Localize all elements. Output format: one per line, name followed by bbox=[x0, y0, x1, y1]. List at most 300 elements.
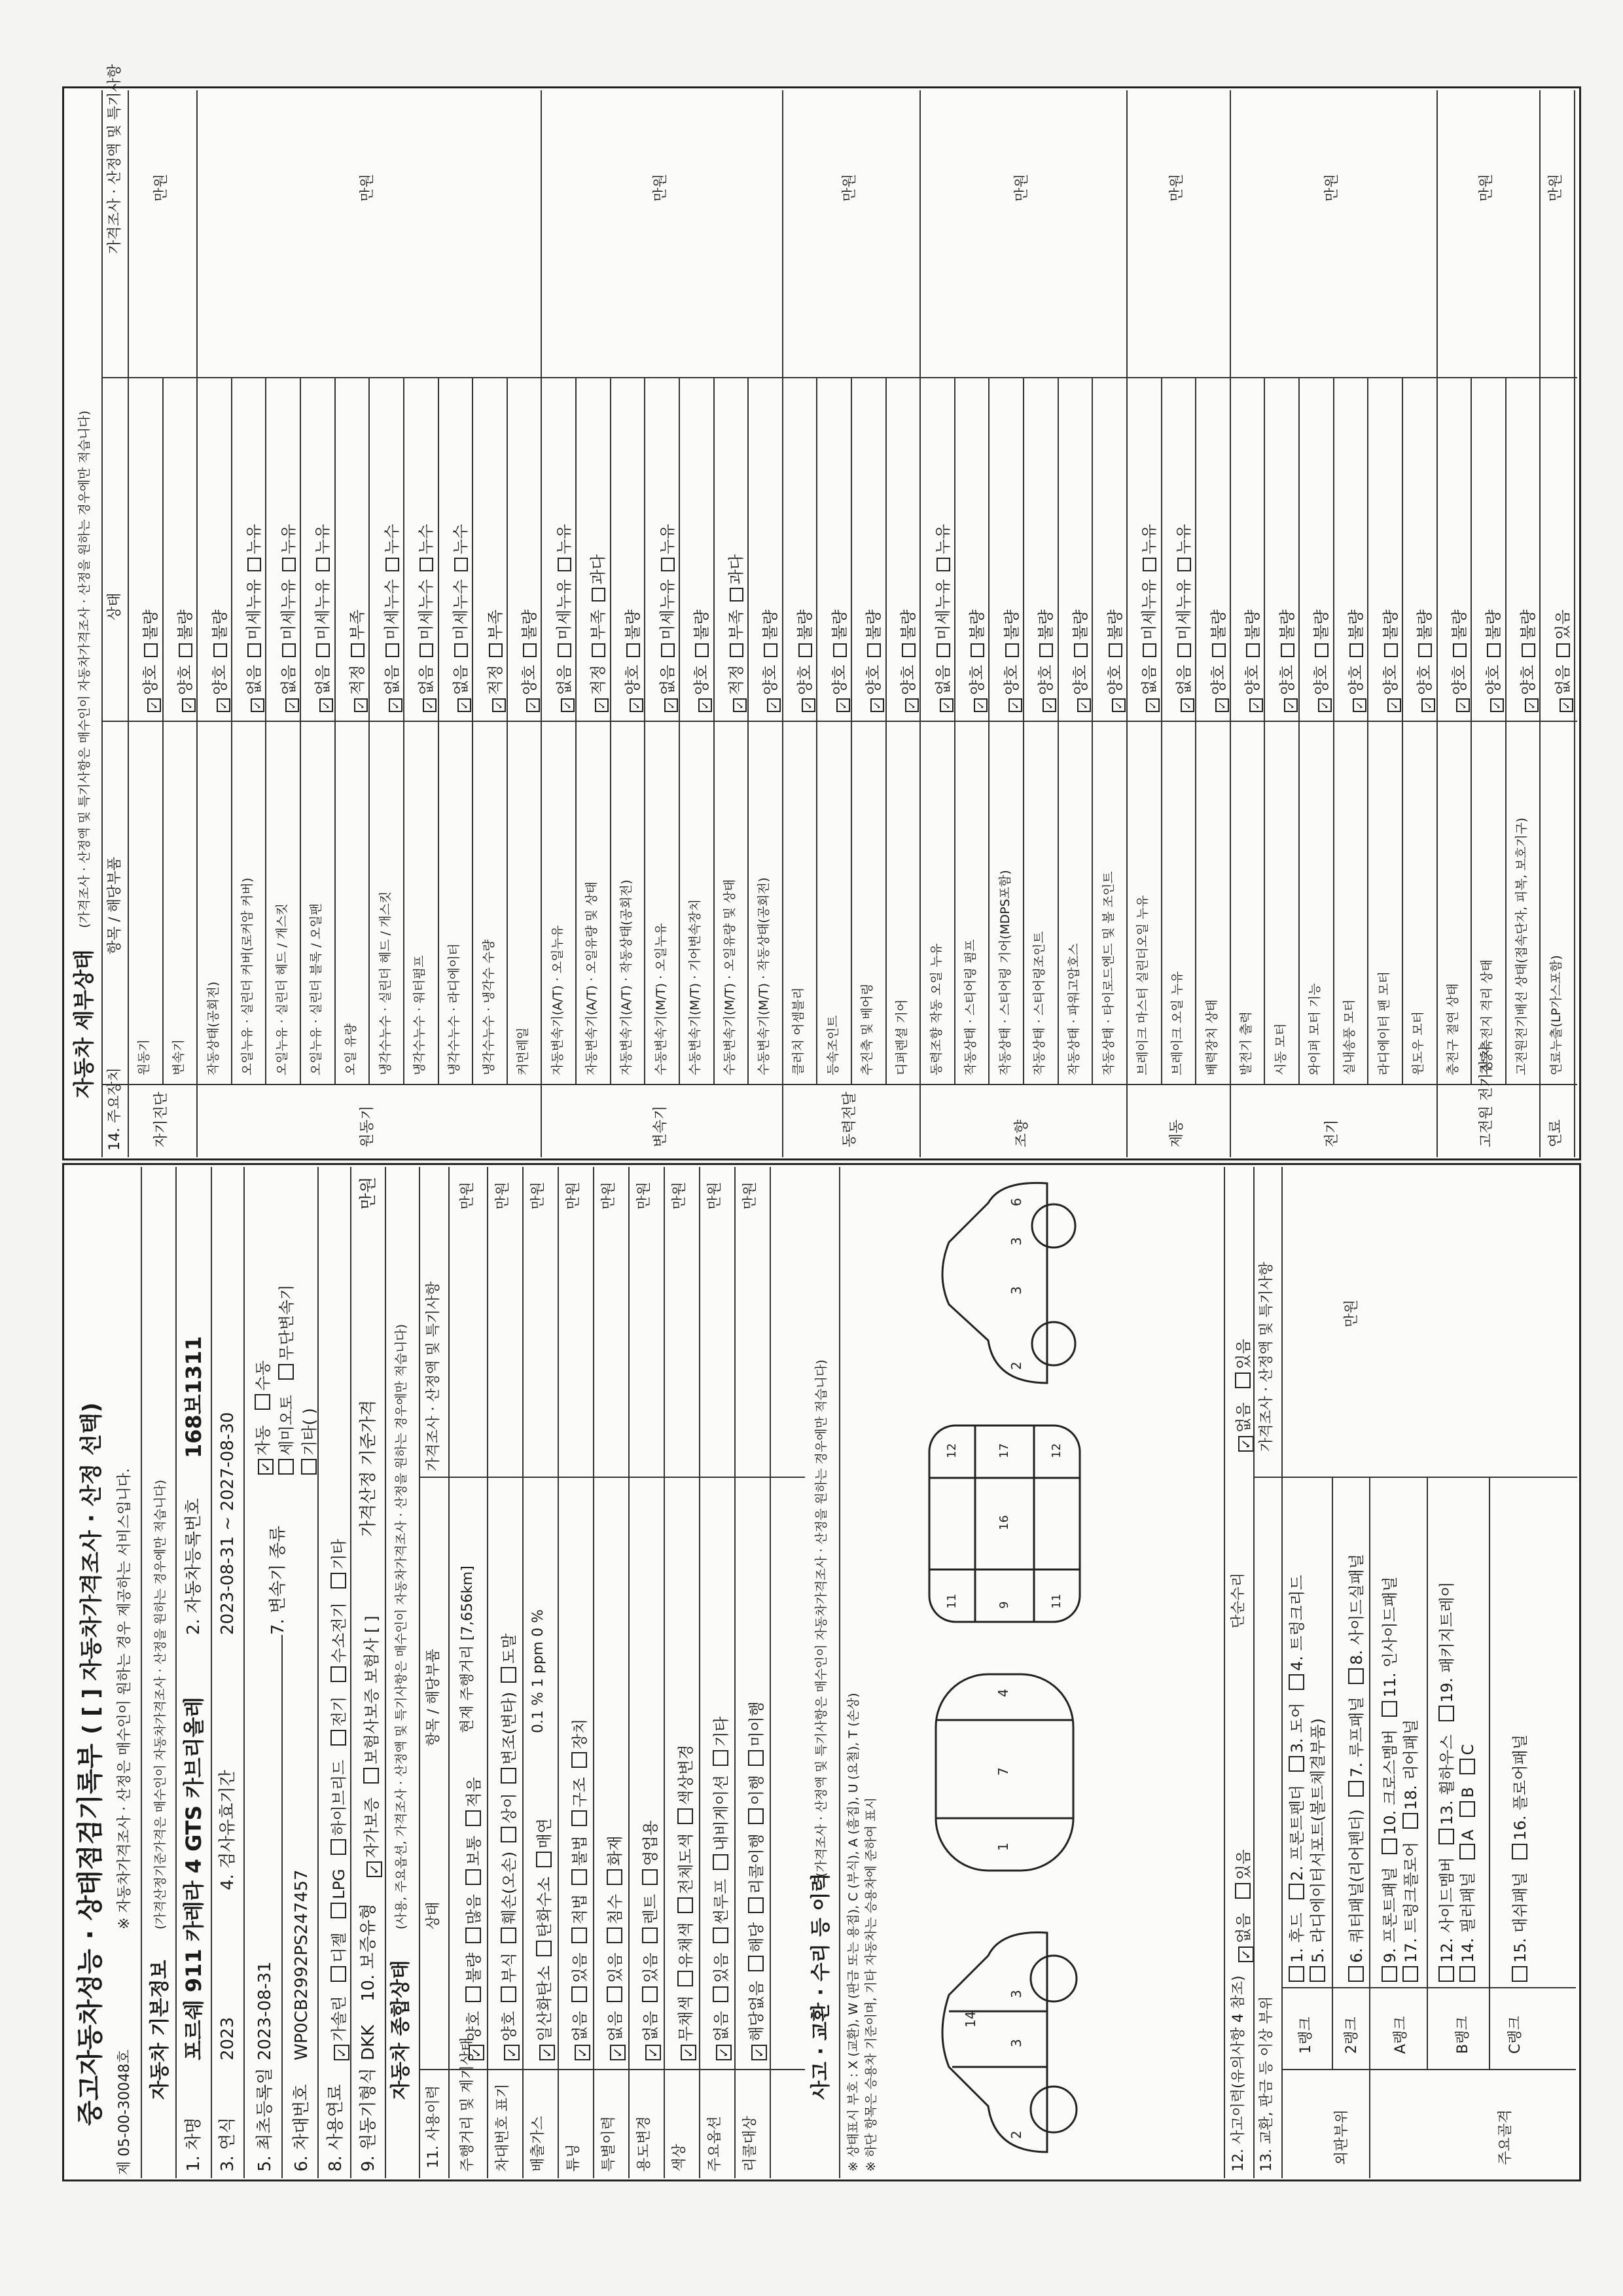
checkbox[interactable] bbox=[465, 1986, 481, 2002]
checkbox[interactable] bbox=[1318, 698, 1332, 712]
detail-state-options[interactable] bbox=[448, 524, 471, 713]
option-label: 불량 bbox=[761, 609, 780, 640]
overall-row-options[interactable] bbox=[637, 1820, 661, 2060]
checkbox[interactable] bbox=[316, 558, 330, 571]
detail-state-options[interactable] bbox=[1102, 609, 1126, 712]
option-label: 누유 bbox=[554, 524, 573, 554]
checkbox[interactable] bbox=[282, 558, 296, 571]
option-label: 부식 bbox=[500, 1952, 518, 1983]
option-label: 없음 bbox=[451, 664, 470, 695]
checkbox[interactable] bbox=[592, 643, 605, 657]
checkbox[interactable] bbox=[465, 1869, 481, 1885]
overall-row-unit: 만원 bbox=[495, 1181, 511, 1210]
checkbox[interactable] bbox=[1177, 643, 1191, 657]
detail-state-options[interactable] bbox=[1308, 609, 1332, 712]
checkbox[interactable] bbox=[681, 2045, 696, 2060]
detail-group-unit: 만원 bbox=[1478, 173, 1495, 202]
checkbox[interactable] bbox=[1074, 643, 1088, 657]
gear-label: 7. 변속기 종류 bbox=[268, 1526, 288, 1635]
checkbox[interactable] bbox=[501, 1768, 516, 1784]
checkbox[interactable] bbox=[971, 643, 984, 657]
checkbox[interactable] bbox=[1008, 698, 1022, 712]
checkbox[interactable] bbox=[385, 643, 399, 657]
detail-state-options[interactable] bbox=[1550, 609, 1573, 712]
option-label: 없음 bbox=[554, 664, 573, 695]
checkbox[interactable] bbox=[798, 643, 812, 657]
detail-state-options[interactable] bbox=[999, 609, 1022, 712]
detail-state-options[interactable] bbox=[344, 609, 368, 712]
checkbox[interactable] bbox=[751, 2045, 767, 2060]
detail-state-options[interactable] bbox=[1171, 524, 1194, 713]
checkbox[interactable] bbox=[867, 643, 881, 657]
option-label: 양호 bbox=[520, 664, 539, 695]
option-label: 없음 bbox=[933, 664, 952, 695]
detail-state-options[interactable] bbox=[207, 609, 230, 712]
checkbox[interactable] bbox=[713, 1854, 728, 1870]
checkbox[interactable] bbox=[285, 698, 299, 712]
checkbox[interactable] bbox=[661, 643, 675, 657]
checkbox[interactable] bbox=[1453, 643, 1467, 657]
warranty-options[interactable]: ✓자가보증 보험사보증 보험사 [ ] bbox=[359, 1616, 382, 1877]
row-divider bbox=[954, 378, 955, 1085]
detail-item: 오일누유 · 실린더 커버(로커암 커버) bbox=[240, 878, 255, 1075]
checkbox[interactable] bbox=[1560, 698, 1573, 712]
checkbox[interactable] bbox=[351, 643, 365, 657]
option-label: 없음 bbox=[245, 664, 264, 695]
checkbox[interactable] bbox=[677, 1808, 693, 1824]
overall-row-options[interactable] bbox=[531, 1818, 555, 2060]
checkbox[interactable] bbox=[179, 643, 192, 657]
checkbox[interactable] bbox=[642, 1869, 658, 1885]
checkbox[interactable] bbox=[802, 698, 815, 712]
detail-state-options[interactable] bbox=[137, 609, 161, 712]
checkbox[interactable] bbox=[1487, 643, 1501, 657]
option-label: 양호 bbox=[899, 664, 918, 695]
detail-state-options[interactable] bbox=[620, 609, 643, 712]
option-label: 불량 bbox=[1519, 609, 1538, 640]
checkbox[interactable] bbox=[748, 1897, 764, 1913]
svg-text:3: 3 bbox=[1008, 1237, 1024, 1246]
checkbox[interactable] bbox=[607, 1928, 622, 1943]
checkbox[interactable] bbox=[1421, 698, 1435, 712]
option-label: 상이 bbox=[500, 1793, 518, 1823]
checkbox[interactable] bbox=[1215, 698, 1229, 712]
checkbox[interactable] bbox=[419, 558, 433, 571]
row-divider bbox=[664, 1167, 665, 2178]
detail-item: 실내송풍 모터 bbox=[1342, 999, 1357, 1075]
checkbox[interactable] bbox=[1143, 558, 1156, 571]
option-label: 있음 bbox=[641, 1952, 660, 1983]
row-divider bbox=[644, 378, 645, 1085]
option-label: 불량 bbox=[865, 609, 883, 640]
checkbox[interactable] bbox=[182, 698, 196, 712]
detail-group-name: 제동 bbox=[1168, 1119, 1185, 1147]
checkbox[interactable] bbox=[833, 643, 847, 657]
svg-text:3: 3 bbox=[1008, 1990, 1024, 1998]
checkbox[interactable] bbox=[642, 1986, 658, 2002]
row-divider bbox=[679, 378, 680, 1085]
accident-section-title: 사고 · 교환 · 수리 등 이력 bbox=[810, 1873, 832, 2100]
checkbox[interactable] bbox=[1043, 698, 1056, 712]
option-label: 양호 bbox=[796, 664, 815, 695]
detail-state-options[interactable] bbox=[688, 609, 712, 712]
legend-symbols: ※ 상태표시 부호 : X (교환), W (판금 또는 용접), C (부식), A (흠집), U (요철), T (손상) bbox=[846, 1693, 861, 2172]
checkbox[interactable] bbox=[501, 1986, 516, 2002]
checkbox[interactable] bbox=[571, 1752, 587, 1768]
checkbox[interactable] bbox=[1249, 698, 1263, 712]
checkbox[interactable] bbox=[630, 698, 643, 712]
detail-item: 커먼레일 bbox=[516, 1027, 531, 1075]
checkbox[interactable] bbox=[713, 1928, 728, 1943]
detail-group-name: 연료 bbox=[1547, 1119, 1564, 1147]
detail-item: 작동상태 · 스티어링 기어(MDPS포함) bbox=[997, 870, 1012, 1075]
checkbox[interactable] bbox=[457, 698, 471, 712]
overall-row-options[interactable] bbox=[602, 1836, 626, 2061]
option-label: 불량 bbox=[210, 609, 229, 640]
detail-state-options[interactable] bbox=[1136, 524, 1160, 713]
row-divider bbox=[734, 1167, 736, 2178]
checkbox[interactable] bbox=[575, 2045, 590, 2060]
checkbox[interactable] bbox=[626, 643, 640, 657]
detail-state-options[interactable] bbox=[827, 609, 850, 712]
detail-state-options[interactable] bbox=[585, 554, 609, 712]
overall-row-unit: 만원 bbox=[636, 1181, 652, 1210]
checkbox[interactable] bbox=[645, 2045, 661, 2060]
detail-state-options[interactable] bbox=[1033, 609, 1056, 712]
checkbox[interactable] bbox=[213, 643, 227, 657]
checkbox[interactable] bbox=[389, 698, 402, 712]
checkbox[interactable] bbox=[713, 1986, 728, 2002]
checkbox[interactable] bbox=[1349, 643, 1363, 657]
checkbox[interactable] bbox=[526, 698, 540, 712]
option-label: 없음 bbox=[417, 664, 436, 695]
overall-row-options[interactable] bbox=[708, 1716, 732, 2060]
detail-state-options[interactable] bbox=[1343, 609, 1366, 712]
overall-row-options[interactable] bbox=[496, 1634, 520, 2060]
detail-state-options[interactable] bbox=[930, 524, 954, 713]
detail-state-options[interactable] bbox=[1240, 609, 1263, 712]
b-rank-options[interactable]: 12. 사이드멤버 13. 휠하우스 19. 패키지트레이 14. 필러패널 A B C bbox=[1436, 1582, 1478, 1982]
checkbox[interactable] bbox=[1212, 643, 1226, 657]
checkbox[interactable] bbox=[664, 698, 678, 712]
checkbox[interactable] bbox=[748, 1750, 764, 1766]
svg-text:11: 11 bbox=[945, 1594, 959, 1609]
detail-state-options[interactable] bbox=[241, 524, 264, 713]
detail-state-options[interactable] bbox=[757, 609, 781, 712]
c-rank-options[interactable]: 15. 대쉬패널 16. 플로어패널 bbox=[1507, 1734, 1530, 1982]
gear-options[interactable]: ✓자동 수동 세미오토 무단변속기 기타( ) bbox=[250, 1285, 319, 1475]
option-label: 해당없음 bbox=[747, 1981, 766, 2041]
checkbox[interactable] bbox=[870, 698, 884, 712]
option-label: 불량 bbox=[1277, 609, 1296, 640]
option-label: 양호 bbox=[623, 664, 642, 695]
detail-state-options[interactable] bbox=[516, 609, 540, 712]
detail-state-options[interactable] bbox=[310, 524, 333, 713]
detail-item: 작동상태 · 파워고압호스 bbox=[1067, 943, 1082, 1075]
checkbox[interactable] bbox=[558, 643, 571, 657]
option-label: 미세누유 bbox=[313, 579, 332, 640]
detail-col-price: 가격조사 · 산정액 및 특기사항 bbox=[107, 64, 123, 254]
row-divider bbox=[782, 90, 783, 1157]
detail-state-options[interactable] bbox=[792, 609, 815, 712]
row-divider bbox=[575, 378, 577, 1085]
checkbox[interactable] bbox=[607, 1869, 622, 1885]
checkbox[interactable] bbox=[1109, 643, 1122, 657]
checkbox[interactable] bbox=[1490, 698, 1504, 712]
checkbox[interactable] bbox=[1077, 698, 1091, 712]
checkbox[interactable] bbox=[571, 1928, 587, 1943]
checkbox[interactable] bbox=[354, 698, 368, 712]
checkbox[interactable] bbox=[247, 643, 261, 657]
overall-row-detail: 현재 주행거리 [7,656km] bbox=[459, 1566, 476, 1733]
row-divider bbox=[558, 1167, 559, 2178]
option-label: 불량 bbox=[692, 609, 711, 640]
checkbox[interactable] bbox=[1005, 643, 1019, 657]
checkbox[interactable] bbox=[465, 1811, 481, 1827]
detail-state-options[interactable] bbox=[1446, 609, 1470, 712]
checkbox[interactable] bbox=[501, 1667, 516, 1683]
row-divider bbox=[162, 378, 164, 1085]
checkbox[interactable] bbox=[836, 698, 850, 712]
detail-item: 등속조인트 bbox=[825, 1015, 840, 1075]
checkbox[interactable] bbox=[595, 698, 609, 712]
detail-item: 원동기 bbox=[137, 1039, 152, 1075]
option-label: 불량 bbox=[1416, 609, 1435, 640]
checkbox[interactable] bbox=[936, 643, 950, 657]
detail-item: 디퍼렌셜 기어 bbox=[894, 999, 909, 1075]
checkbox[interactable] bbox=[748, 1956, 764, 1971]
row-divider bbox=[541, 90, 542, 1157]
row-divider bbox=[368, 378, 370, 1085]
checkbox[interactable] bbox=[536, 1941, 552, 1956]
detail-item: 냉각수누수 · 워터펌프 bbox=[412, 955, 427, 1075]
option-label: 양호 bbox=[1450, 664, 1469, 695]
option-label: 화재 bbox=[606, 1835, 624, 1866]
detail-state-options[interactable] bbox=[379, 524, 402, 713]
rank1-options[interactable]: 1. 후드 2. 프론트펜더 3. 도어 4. 트렁크리드 5. 라디에이터서포트(볼트체결부품) bbox=[1287, 1575, 1329, 1982]
checkbox[interactable] bbox=[592, 588, 605, 601]
checkbox[interactable] bbox=[571, 1811, 587, 1827]
row-divider bbox=[816, 378, 817, 1085]
fuel-options[interactable]: ✓가솔린 디젤 LPG 하이브리드 전기 수소전기 기타 bbox=[326, 1539, 349, 2060]
checkbox[interactable] bbox=[764, 643, 777, 657]
detail-item: 작동상태 · 스티어링 펌프 bbox=[963, 939, 978, 1075]
svg-text:9: 9 bbox=[997, 1601, 1011, 1609]
option-label: 양호 bbox=[1484, 664, 1503, 695]
detail-state-options[interactable] bbox=[1274, 609, 1298, 712]
option-label: 불량 bbox=[1037, 609, 1056, 640]
option-label: 양호 bbox=[175, 664, 194, 695]
checkbox[interactable] bbox=[1384, 643, 1398, 657]
checkbox[interactable] bbox=[316, 643, 330, 657]
detail-state-options[interactable] bbox=[482, 609, 506, 712]
overall-row-label: 리콜대상 bbox=[742, 2115, 758, 2172]
overall-row-unit: 만원 bbox=[601, 1181, 617, 1210]
checkbox[interactable] bbox=[677, 1897, 693, 1913]
detail-group-name: 변속기 bbox=[652, 1105, 669, 1147]
detail-state-options[interactable] bbox=[1205, 609, 1229, 712]
option-label: 미세누유 bbox=[1140, 579, 1159, 640]
checkbox[interactable] bbox=[698, 698, 712, 712]
detail-state-options[interactable] bbox=[1515, 609, 1539, 712]
checkbox[interactable] bbox=[469, 2045, 484, 2060]
checkbox[interactable] bbox=[1387, 698, 1401, 712]
checkbox[interactable] bbox=[661, 558, 675, 571]
checkbox[interactable] bbox=[1418, 643, 1432, 657]
checkbox[interactable] bbox=[610, 2045, 626, 2060]
detail-state-options[interactable] bbox=[1067, 609, 1091, 712]
checkbox[interactable] bbox=[282, 643, 296, 657]
option-label: 과다 bbox=[726, 554, 745, 585]
checkbox[interactable] bbox=[713, 1750, 728, 1766]
a-rank-label: A랭크 bbox=[1393, 2016, 1409, 2054]
checkbox[interactable] bbox=[1522, 643, 1535, 657]
checkbox[interactable] bbox=[607, 1986, 622, 2002]
checkbox[interactable] bbox=[454, 558, 468, 571]
checkbox[interactable] bbox=[558, 558, 571, 571]
checkbox[interactable] bbox=[1181, 698, 1194, 712]
checkbox[interactable] bbox=[748, 1808, 764, 1824]
detail-state-options[interactable] bbox=[172, 609, 196, 712]
option-label: 적정 bbox=[348, 664, 367, 695]
checkbox[interactable] bbox=[1284, 698, 1298, 712]
checkbox[interactable] bbox=[677, 1971, 693, 1986]
svg-text:12: 12 bbox=[1050, 1443, 1063, 1458]
checkbox[interactable] bbox=[536, 1852, 552, 1867]
year: 2023 bbox=[218, 2017, 238, 2060]
checkbox[interactable] bbox=[1353, 698, 1366, 712]
checkbox[interactable] bbox=[523, 643, 537, 657]
detail-item: 자동변속기(A/T) · 오일유량 및 상태 bbox=[584, 881, 599, 1075]
checkbox[interactable] bbox=[539, 2045, 555, 2060]
detail-state-options[interactable] bbox=[276, 524, 299, 713]
checkbox[interactable] bbox=[247, 558, 261, 571]
checkbox[interactable] bbox=[1525, 698, 1539, 712]
detail-item: 수동변속기(M/T) · 작동상태(공회전) bbox=[757, 877, 772, 1075]
checkbox[interactable] bbox=[642, 1928, 658, 1943]
detail-item: 냉각수누수 · 냉각수 수량 bbox=[481, 939, 496, 1075]
overall-row-label: 특별이력 bbox=[601, 2115, 617, 2172]
checkbox[interactable] bbox=[940, 698, 954, 712]
overall-row-options[interactable] bbox=[461, 1777, 484, 2060]
checkbox[interactable] bbox=[144, 643, 158, 657]
option-label: 양호 bbox=[865, 664, 883, 695]
a-rank-options[interactable]: 9. 프론트패널 10. 크로스멤버 11. 인사이드패널 17. 트렁크플로어 18. 리어패널 bbox=[1380, 1577, 1421, 1982]
detail-state-options[interactable] bbox=[413, 524, 437, 713]
checkbox[interactable] bbox=[492, 698, 506, 712]
checkbox[interactable] bbox=[501, 1827, 516, 1842]
checkbox[interactable] bbox=[454, 643, 468, 657]
checkbox[interactable] bbox=[1556, 643, 1570, 657]
overall-col-history: 11. 사용이력 bbox=[425, 2085, 442, 2168]
option-label: 있음 bbox=[571, 1952, 589, 1983]
row-divider bbox=[1333, 378, 1334, 1085]
detail-item: 자동변속기(A/T) · 오일누유 bbox=[550, 925, 565, 1075]
detail-section-note: (가격조사 · 산정액 및 특기사항은 매수인이 자동차가격조사 · 산정을 원하는 경우에만 적습니다) bbox=[77, 410, 92, 928]
detail-state-options[interactable] bbox=[551, 524, 575, 713]
row-divider bbox=[988, 378, 990, 1085]
detail-item: 연료누출(LP가스포함) bbox=[1548, 955, 1563, 1075]
option-label: 없음 bbox=[1174, 664, 1193, 695]
checkbox[interactable] bbox=[504, 2045, 520, 2060]
overall-row-options[interactable] bbox=[567, 1719, 590, 2060]
option-label: 양호 bbox=[830, 664, 849, 695]
q12-options[interactable]: ✓없음 있음 bbox=[1230, 1850, 1254, 1962]
checkbox[interactable] bbox=[902, 643, 916, 657]
checkbox[interactable] bbox=[1039, 643, 1053, 657]
rank2-options[interactable]: 6. 쿼터패널(리어펜더) 7. 루프패널 8. 사이드실패널 bbox=[1344, 1554, 1366, 1982]
detail-state-options[interactable] bbox=[964, 609, 988, 712]
detail-item: 작동상태 · 스티어링조인트 bbox=[1032, 931, 1047, 1075]
checkbox[interactable] bbox=[1246, 643, 1260, 657]
checkbox[interactable] bbox=[561, 698, 575, 712]
checkbox[interactable] bbox=[1112, 698, 1126, 712]
checkbox[interactable] bbox=[767, 698, 781, 712]
checkbox[interactable] bbox=[1315, 643, 1329, 657]
checkbox[interactable] bbox=[936, 558, 950, 571]
detail-state-options[interactable] bbox=[1378, 609, 1401, 712]
overall-row-options[interactable] bbox=[743, 1701, 767, 2060]
checkbox[interactable] bbox=[1177, 558, 1191, 571]
simple-repair-options[interactable]: ✓없음 있음 bbox=[1230, 1339, 1254, 1452]
detail-state-options[interactable] bbox=[1480, 609, 1504, 712]
detail-state-options[interactable] bbox=[1412, 609, 1435, 712]
checkbox[interactable] bbox=[1281, 643, 1294, 657]
checkbox[interactable] bbox=[217, 698, 230, 712]
checkbox[interactable] bbox=[733, 698, 747, 712]
detail-state-options[interactable] bbox=[861, 609, 884, 712]
checkbox[interactable] bbox=[251, 698, 264, 712]
checkbox[interactable] bbox=[905, 698, 919, 712]
detail-item: 작동상태 · 타이로드엔드 및 볼 조인트 bbox=[1101, 871, 1116, 1075]
checkbox[interactable] bbox=[501, 1928, 516, 1943]
checkbox[interactable] bbox=[1146, 698, 1160, 712]
checkbox[interactable] bbox=[489, 643, 503, 657]
checkbox[interactable] bbox=[1143, 643, 1156, 657]
checkbox[interactable] bbox=[465, 1928, 481, 1943]
checkbox[interactable] bbox=[974, 698, 988, 712]
option-label: 누유 bbox=[933, 524, 952, 554]
checkbox[interactable] bbox=[385, 558, 399, 571]
detail-state-options[interactable] bbox=[654, 524, 678, 713]
checkbox[interactable] bbox=[147, 698, 161, 712]
checkbox[interactable] bbox=[319, 698, 333, 712]
overall-row-options[interactable] bbox=[673, 1744, 696, 2060]
row-divider bbox=[1298, 378, 1300, 1085]
detail-item: 추진축 및 베어링 bbox=[860, 983, 875, 1075]
checkbox[interactable] bbox=[423, 698, 437, 712]
detail-item: 수동변속기(M/T) · 오일유량 및 상태 bbox=[722, 879, 737, 1075]
checkbox[interactable] bbox=[571, 1986, 587, 2002]
checkbox[interactable] bbox=[716, 2045, 732, 2060]
checkbox[interactable] bbox=[730, 643, 743, 657]
checkbox[interactable] bbox=[1456, 698, 1470, 712]
option-label: 불법 bbox=[571, 1835, 589, 1866]
row-divider bbox=[713, 378, 715, 1085]
checkbox[interactable] bbox=[419, 643, 433, 657]
option-label: 없음 bbox=[1553, 664, 1572, 695]
overall-section-note: (사용, 주요옵션, 가격조사 · 산정액 및 특기사항은 매수인이 자동차가격조사 · 산정을 원하는 경우에만 적습니다) bbox=[394, 1323, 408, 1929]
detail-state-options[interactable] bbox=[723, 554, 747, 712]
option-label: 누유 bbox=[313, 524, 332, 554]
checkbox[interactable] bbox=[571, 1869, 587, 1885]
checkbox[interactable] bbox=[730, 588, 743, 601]
detail-state-options[interactable] bbox=[895, 609, 919, 712]
detail-group-unit: 만원 bbox=[842, 173, 858, 202]
detail-group-unit: 만원 bbox=[359, 173, 376, 202]
checkbox[interactable] bbox=[695, 643, 709, 657]
option-label: 미세누수 bbox=[382, 579, 401, 640]
